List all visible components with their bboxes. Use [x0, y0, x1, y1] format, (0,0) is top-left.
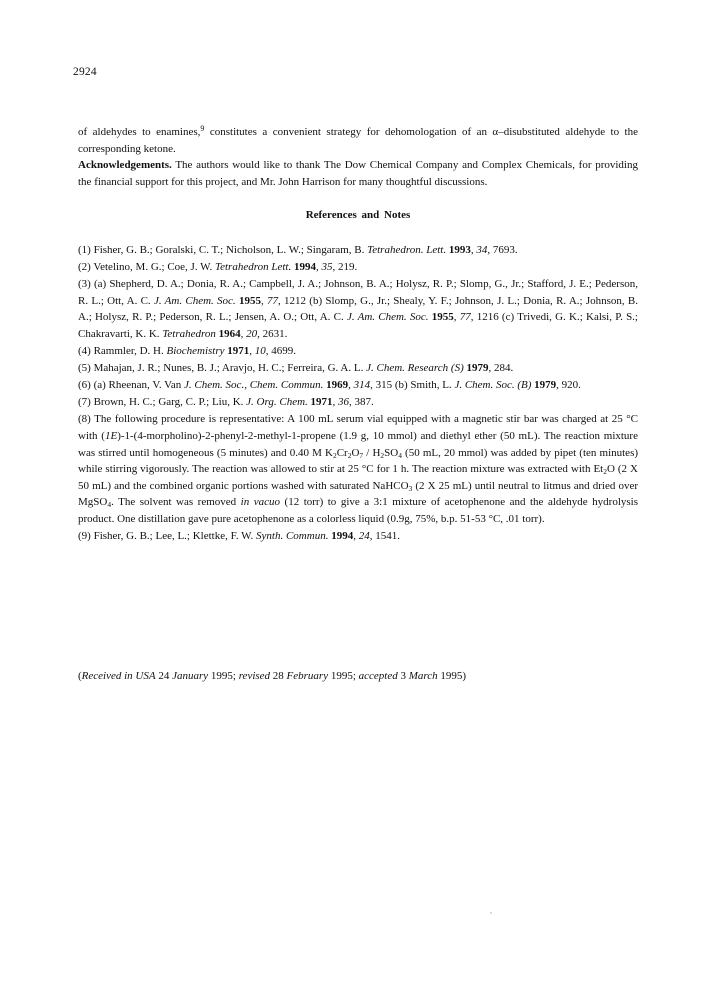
ref-journal: Tetrahedron. Lett. [367, 244, 447, 256]
ref-authors: (3) (a) Shepherd, D. A.; Donia, R. A.; Campbell, J. A.; Johnson, B. A.; Holysz, R. P.; Slomp, G., Jr.; Stafford, J. E.; Pederson, R. L.; Ott, A. C. [78, 278, 638, 307]
reference-7 [78, 394, 638, 411]
ref-pages-authors: , 1212 (b) Slomp, G., Jr.; Shealy, Y. F.; Johnson, J. L.; Donia, R. A.; Johnson, B. A.; Holysz, R. P.; Pederson, R. L.; Jensen, A. O.; Ott, A. C. [78, 294, 639, 324]
citation-superscript: 9 [200, 124, 205, 133]
ref-year: 1979 [531, 379, 557, 392]
ref-pages: , 2631. [257, 327, 288, 340]
subscript: 7 [359, 450, 364, 460]
references-list [78, 242, 638, 545]
accepted-label: accepted [358, 670, 398, 682]
stereo-descriptor: 1E [104, 430, 118, 443]
ref-pages: , 1541. [369, 530, 400, 543]
ref-journal: Biochemistry [166, 345, 225, 358]
ref-pages-authors: , 1216 (c) Trivedi, G. K.; Kalsi, P. S.; Chakravarti, K. K. [78, 311, 638, 340]
ref-authors: (6) (a) Rheenan, V. Van [78, 379, 185, 392]
references-heading: References and Notes [305, 209, 411, 221]
in-vacuo-text: in vacuo [240, 496, 281, 509]
ref-journal: J. Chem. Soc. (B) [454, 379, 532, 392]
ref-volume: , 20 [240, 327, 258, 340]
ref-authors: (2) Vetelino, M. G.; Coe, J. W. [78, 261, 215, 274]
procedure-text: )-1-(4-morpholino)-2-phenyl-2-methyl-1-propene (1.9 g, 10 mmol) and diethyl ether (50 mL). The reaction mixture was stirred until homogeneous (5 minutes) and 0.40 M K [78, 430, 638, 459]
subscript: 4 [398, 450, 402, 460]
ref-authors: (1) Fisher, G. B.; Goralski, C. T.; Nicholson, L. W.; Singaram, B. [78, 244, 368, 256]
procedure-text: O (2 X 50 mL) and the combined organic portions washed with saturated NaHCO [78, 463, 638, 492]
subscript: 2 [603, 467, 607, 477]
subscript: 4 [107, 500, 112, 510]
revised-day: 28 [270, 670, 287, 682]
ref-year: 1955 [428, 311, 454, 324]
intro-text-end: constitutes a convenient strategy for dehomologation of an α–disubstituted aldehyde to the corresponding ketone. [78, 126, 639, 155]
received-dates [78, 668, 638, 684]
ref-year: 1955 [235, 294, 261, 307]
procedure-text: . The solvent was removed [111, 496, 241, 509]
ref-year: 1964 [215, 327, 241, 340]
ref-volume: , 36 [332, 396, 350, 409]
procedure-text: (8) The following procedure is representative: A 100 mL serum vial equipped with a magnetic stir bar was charged at 25 °C with ( [78, 413, 638, 443]
ref-volume: , 10 [249, 345, 266, 358]
revised-year: 1995; [328, 670, 359, 682]
scan-speck [490, 912, 492, 914]
ref-pages: , 4699. [265, 345, 297, 358]
received-paren: ( [78, 670, 82, 682]
ref-year: 1994 [328, 530, 354, 543]
received-year: 1995; [208, 670, 239, 682]
ref-pages: , 284. [488, 362, 514, 375]
reference-4 [78, 343, 638, 360]
formula-text: O [351, 446, 360, 459]
subscript: 2 [347, 450, 352, 460]
ref-authors: (4) Rammler, D. H. [78, 345, 167, 358]
procedure-text: (50 mL, 20 mmol) was added by pipet (ten minutes) while stirring vigorously. The reaction was allowed to stir at 25 °C for 1 h. The reaction mixture was extracted with Et [78, 446, 639, 476]
reference-6 [78, 377, 638, 394]
subscript: 2 [332, 450, 337, 460]
ref-pages: , 7693. [487, 244, 518, 256]
subscript: 2 [380, 450, 385, 460]
acknowledgements-label: Acknowledgements. [78, 159, 172, 171]
subscript: 3 [408, 483, 413, 493]
ref-volume: , 24 [353, 530, 370, 543]
intro-text-start: of aldehydes to enamines, [78, 126, 201, 138]
ref-journal: Tetrahedron [162, 327, 216, 340]
ref-journal: Tetrahedron Lett. [215, 261, 292, 274]
ref-authors: (9) Fisher, G. B.; Lee, L.; Klettke, F. W. [78, 530, 257, 543]
accepted-month: March [408, 670, 438, 682]
ref-volume: , 35 [315, 261, 333, 274]
ref-year: 1993 [446, 244, 471, 256]
formula-text: SO [384, 446, 399, 459]
revised-month: February [286, 670, 329, 682]
ref-year: 1969 [323, 379, 349, 392]
ref-volume: , 77 [260, 294, 278, 307]
ref-year: 1971 [307, 396, 333, 409]
body-text [78, 124, 638, 190]
reference-1 [78, 242, 638, 259]
formula-text: Cr [336, 446, 348, 459]
page-number: 2924 [73, 66, 97, 78]
ref-year: 1979 [463, 362, 489, 375]
ref-journal: J. Am. Chem. Soc. [346, 311, 429, 324]
ref-journal: J. Chem. Soc., Chem. Commun. [184, 379, 324, 392]
accepted-year: 1995) [437, 670, 467, 682]
received-month: January [172, 670, 209, 682]
reference-9 [78, 528, 638, 545]
ref-journal: J. Chem. Research (S) [366, 362, 464, 375]
procedure-text: (2 X 25 mL) until neutral to litmus and dried over MgSO [78, 479, 638, 509]
ref-authors: (5) Mahajan, J. R.; Nunes, B. J.; Aravjo, H. C.; Ferreira, G. A. L. [78, 362, 367, 375]
revised-label: revised [238, 670, 271, 682]
formula-text: / H [363, 446, 381, 459]
acknowledgements-paragraph [78, 157, 638, 190]
acknowledgements-text: The authors would like to thank The Dow Chemical Company and Complex Chemicals, for providing the financial support for this project, and Mr. John Harrison for many thoughtful discussions. [78, 159, 638, 188]
received-day: 24 [155, 670, 173, 682]
reference-2 [78, 259, 638, 276]
ref-volume: , 77 [453, 311, 471, 324]
ref-pages: , 920. [556, 379, 581, 392]
intro-paragraph [78, 124, 638, 157]
ref-volume: , 34 [470, 244, 488, 256]
received-label: Received in USA [81, 670, 156, 682]
reference-5 [78, 360, 638, 377]
accepted-day: 3 [397, 670, 409, 682]
procedure-text: (12 torr) to give a 3:1 mixture of acetophenone and the aldehyde hydrolysis product. One distillation gave pure acetophenone as a colorless liquid (0.9g, 75%, b.p. 51-53 °C, .01 torr). [78, 496, 638, 525]
ref-journal: J. Am. Chem. Soc. [153, 294, 236, 307]
ref-journal: J. Org. Chem. [246, 396, 308, 409]
ref-volume: , 314 [348, 379, 371, 392]
ref-pages: , 387. [349, 396, 374, 409]
ref-authors: (7) Brown, H. C.; Garg, C. P.; Liu, K. [78, 396, 247, 409]
ref-pages-authors: , 315 (b) Smith, L. [370, 379, 455, 392]
reference-3 [78, 276, 638, 342]
reference-8 [78, 411, 638, 527]
ref-year: 1971 [224, 345, 250, 358]
ref-pages: , 219. [332, 261, 358, 274]
ref-year: 1994 [291, 261, 316, 274]
ref-journal: Synth. Commun. [256, 530, 329, 543]
